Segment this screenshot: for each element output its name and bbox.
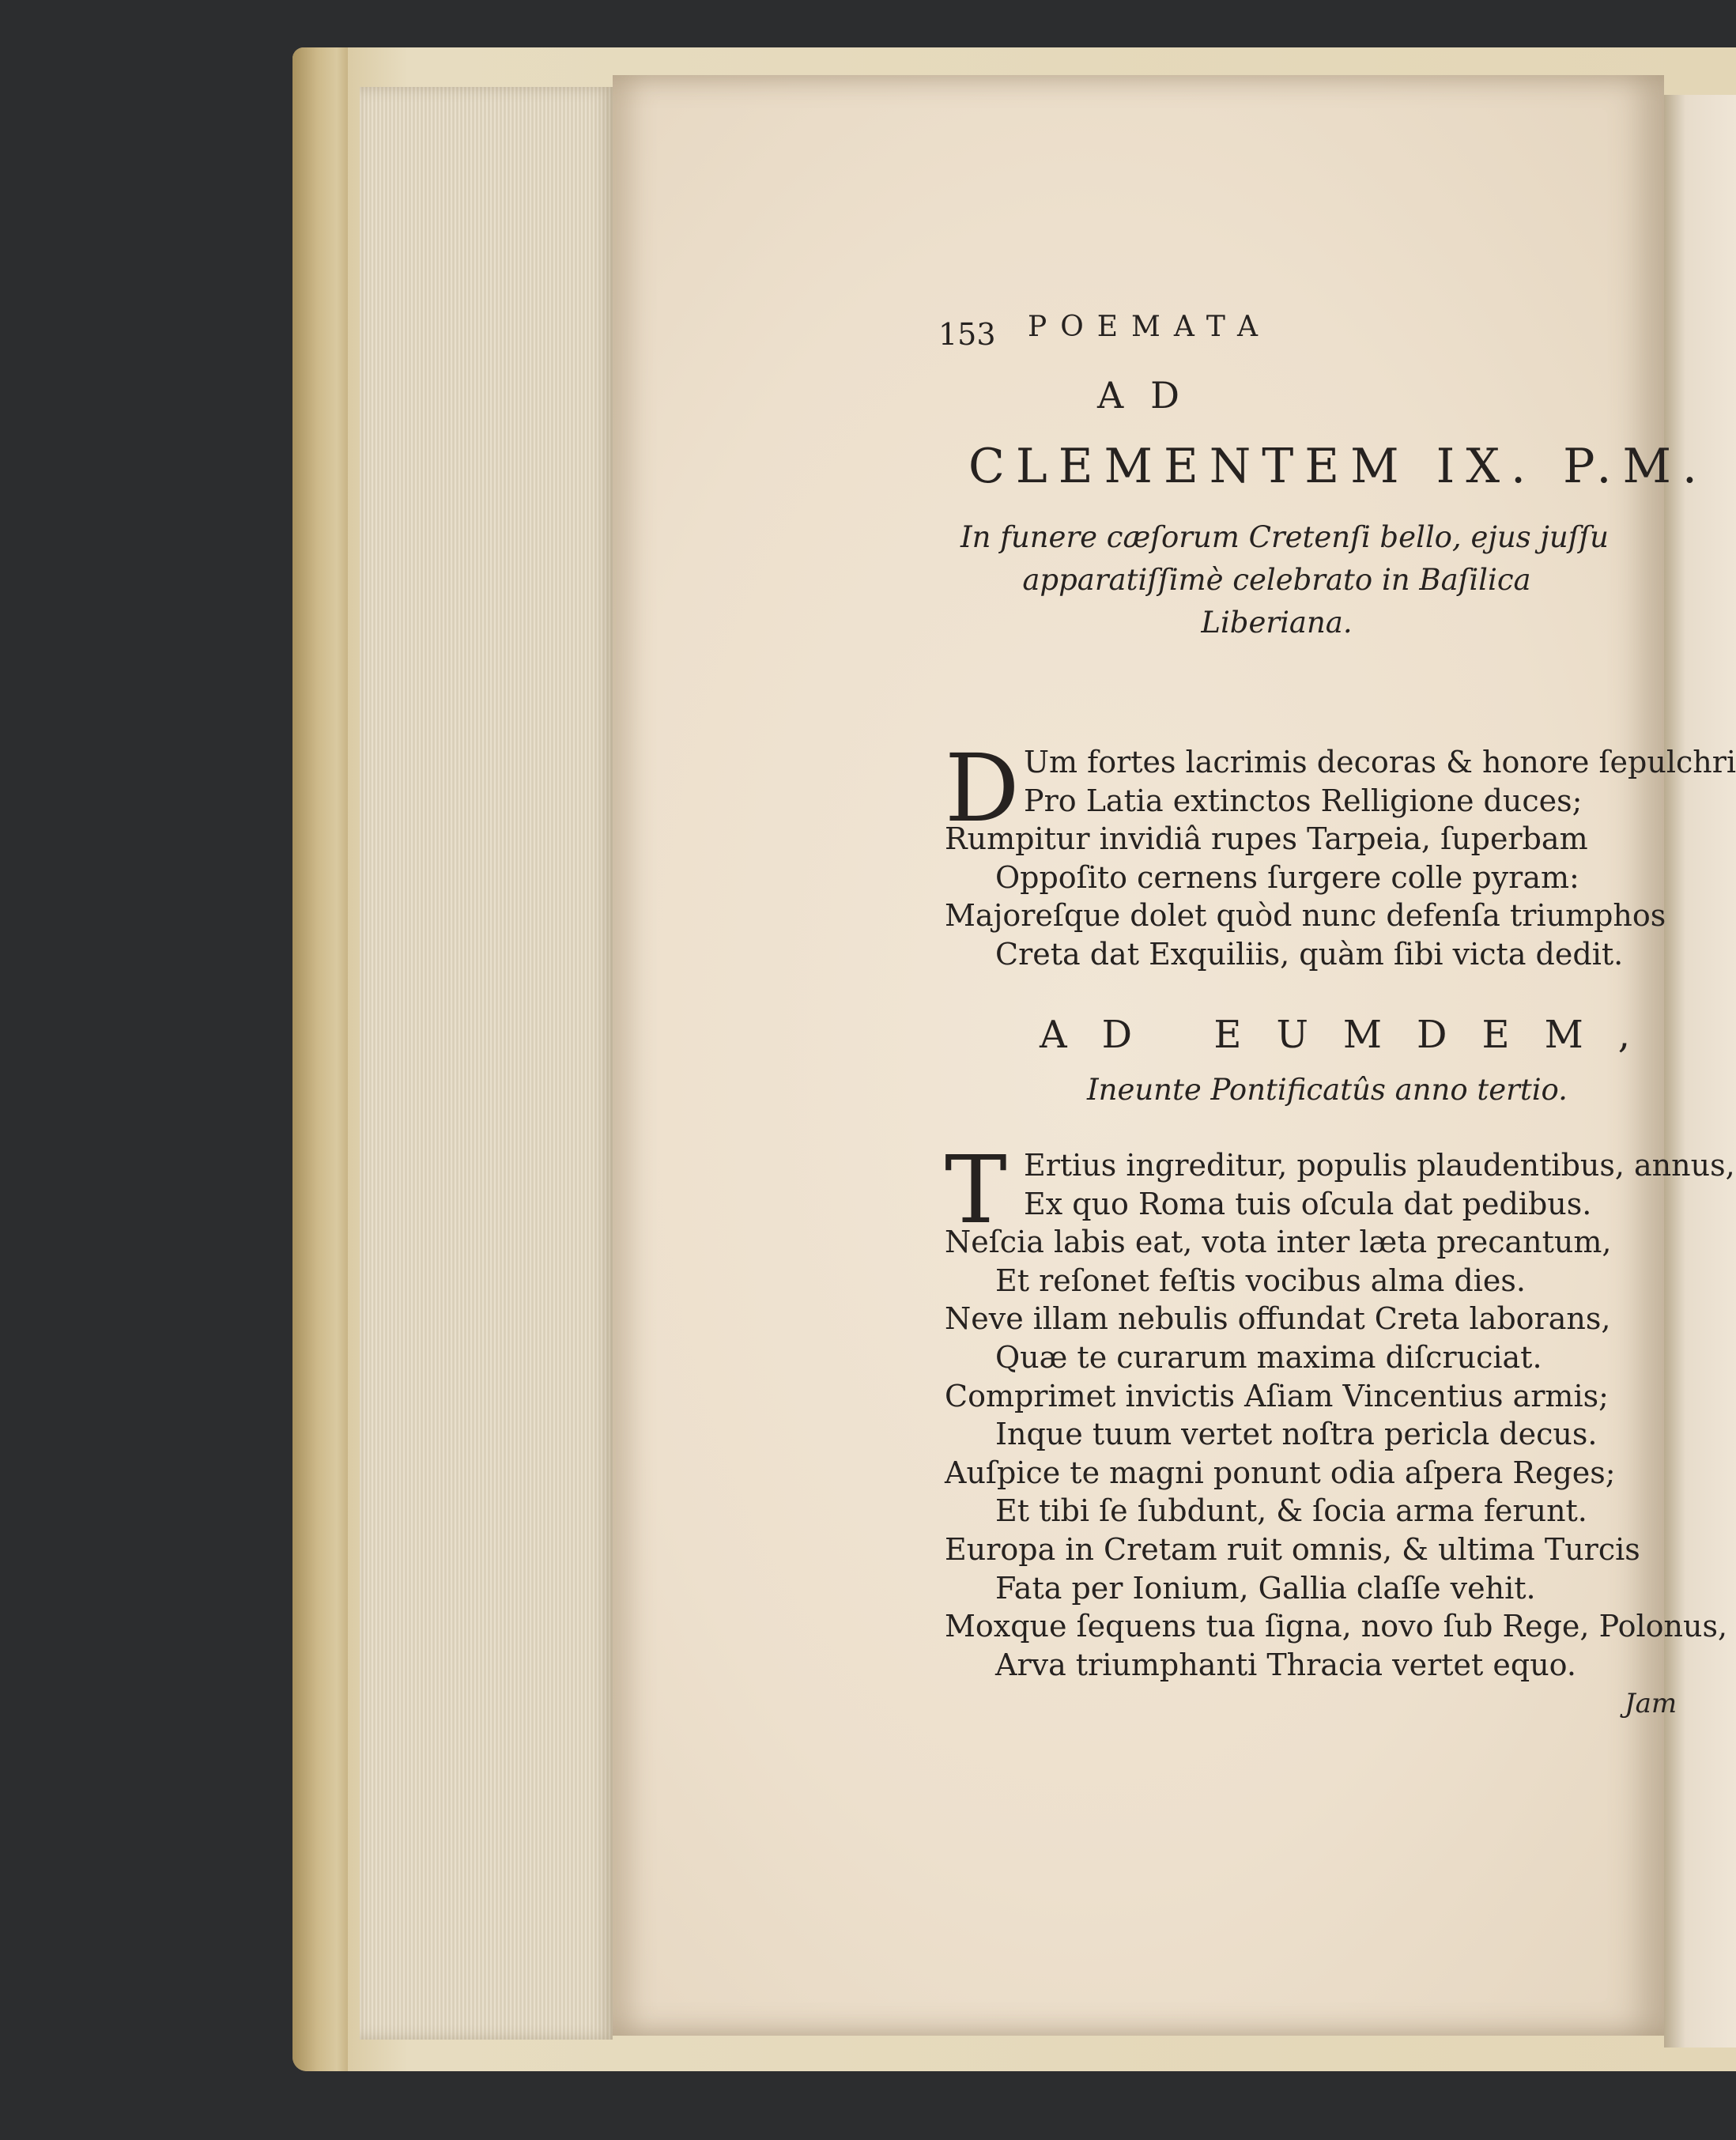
- verse-line: Um fortes lacrimis decoras & honore ſepulchri: [1024, 745, 1736, 779]
- verse-line: Arva triumphanti Thracia vertet equo.: [995, 1647, 1576, 1682]
- running-title: POEMATA: [1028, 311, 1271, 343]
- verse-line: Neſcia labis eat, vota inter læta precantum,: [945, 1225, 1612, 1260]
- verse-line: Comprimet invictis Aſiam Vincentius armis;: [945, 1378, 1609, 1413]
- running-head: [613, 311, 1664, 358]
- verse-line: Oppoſito cernens ſurgere colle pyram:: [995, 859, 1579, 895]
- page: [613, 75, 1736, 2036]
- verse-line: Rumpitur invidiâ rupes Tarpeia, ſuperbam: [945, 821, 1588, 857]
- poem1-subtitle-line: In funere cæſorum Cretenſi bello, ejus juſſu: [960, 520, 1609, 554]
- poem1-dropcap: D: [945, 734, 1020, 843]
- poem1-heading-main: CLEMENTEM IX. P.M.: [968, 439, 1708, 494]
- verse-line: Ertius ingreditur, populis plaudentibus, annus,: [1024, 1148, 1735, 1183]
- poem1-subtitle: [960, 516, 1609, 644]
- verse-line: Majoreſque dolet quòd nunc defenſa triumphos: [945, 898, 1666, 934]
- verse-line: Pro Latia extinctos Relligione duces;: [1024, 783, 1583, 818]
- poem1-verse: [945, 734, 1736, 974]
- verse-line: Auſpice te magni ponunt odia aſpera Reges;: [945, 1455, 1616, 1490]
- verse-line: Neve illam nebulis offundat Creta laborans,: [945, 1301, 1611, 1337]
- verse-line: Et reſonet feſtis vocibus alma dies.: [995, 1262, 1526, 1298]
- page-text: [613, 75, 1736, 2036]
- poem2-heading: AD EUMDEM,: [1040, 1013, 1665, 1057]
- verse-line: Inque tuum vertet noſtra pericla decus.: [995, 1417, 1598, 1452]
- poem2-verse: [945, 1135, 1735, 1684]
- page-edges: [360, 87, 613, 2040]
- page-number: 153: [938, 317, 996, 352]
- poem1-subtitle-line: Liberiana.: [1201, 606, 1353, 640]
- verse-line: Ex quo Roma tuis oſcula dat pedibus.: [1024, 1186, 1592, 1221]
- poem1-subtitle-line: apparatiſſimè celebrato in Baſilica: [1022, 563, 1531, 597]
- verse-line: Moxque ſequens tua ſigna, novo ſub Rege, Polonus,: [945, 1609, 1728, 1644]
- poem1-heading-ad: AD: [1096, 374, 1207, 417]
- catchword: Jam: [1625, 1688, 1678, 1719]
- facing-page-edge: [1664, 95, 1736, 2048]
- verse-line: Creta dat Exquiliis, quàm ſibi victa dedit.: [995, 936, 1624, 972]
- poem2-dropcap: T: [945, 1135, 1007, 1244]
- book-spine: [292, 47, 348, 2071]
- verse-line: Quæ te curarum maxima diſcruciat.: [995, 1339, 1542, 1375]
- verse-line: Et tibi ſe ſubdunt, & ſocia arma ferunt.: [995, 1493, 1587, 1529]
- verse-line: Fata per Ionium, Gallia claſſe vehit.: [995, 1570, 1536, 1606]
- poem2-subtitle: Ineunte Pontificatûs anno tertio.: [1087, 1073, 1568, 1107]
- verse-line: Europa in Cretam ruit omnis, & ultima Turcis: [945, 1531, 1640, 1567]
